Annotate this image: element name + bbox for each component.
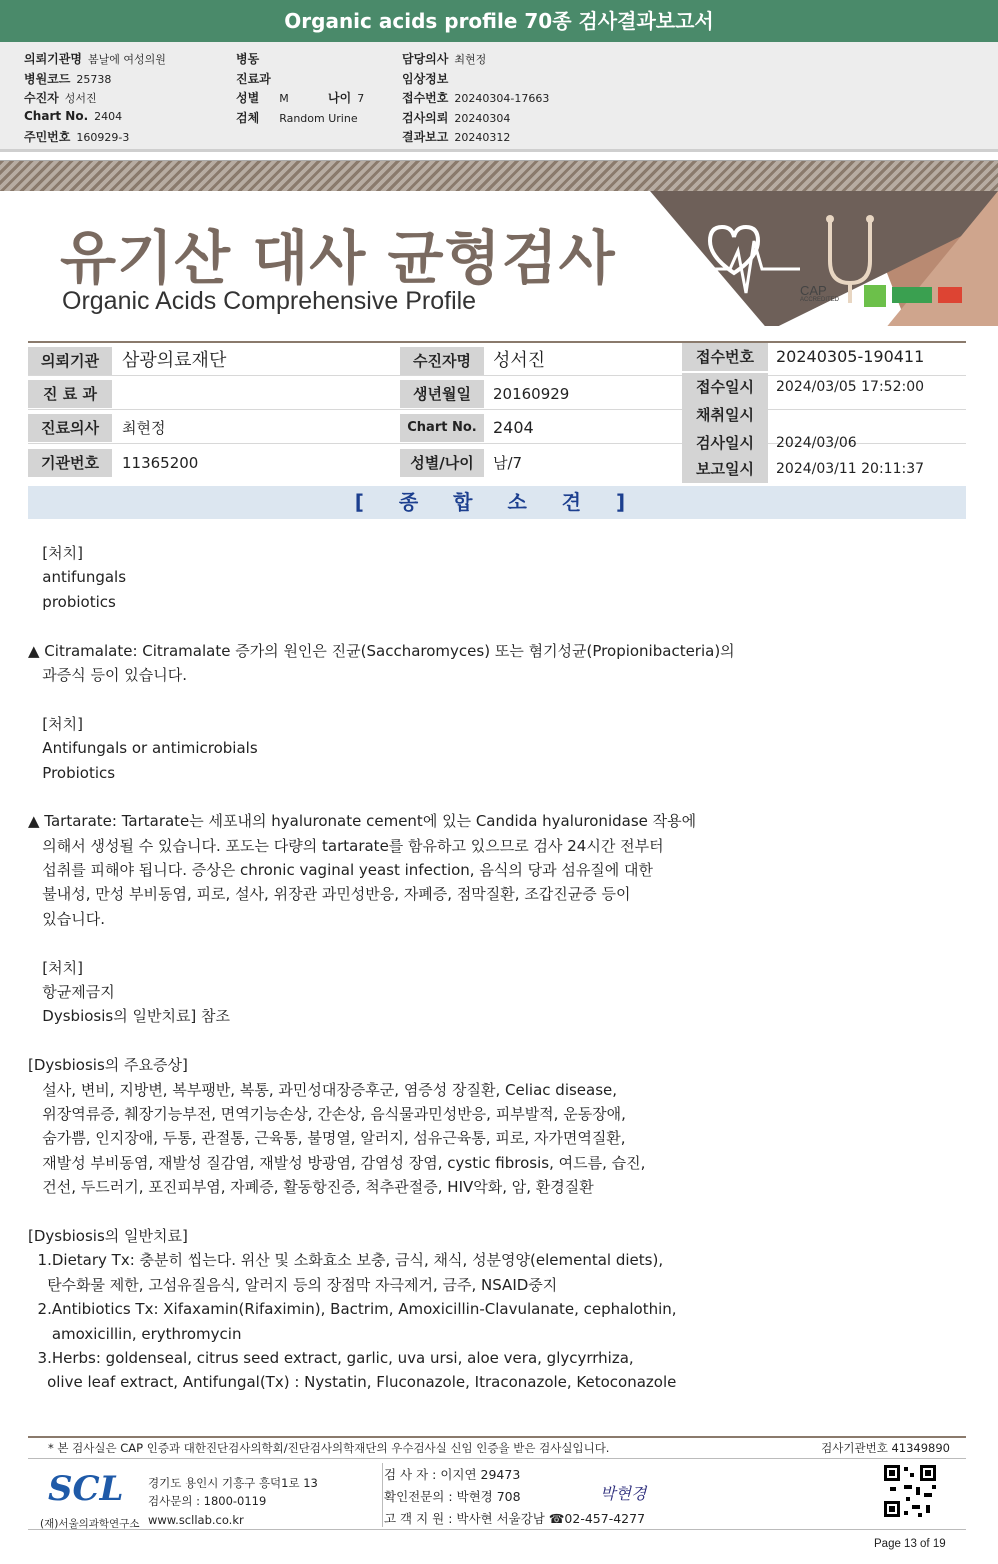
content-line: [처치] [28, 544, 83, 562]
content-line: Probiotics [28, 763, 116, 782]
doctor-value: 최현정 [122, 419, 166, 437]
blank-line [28, 1029, 968, 1053]
content-line: Antifungals or antimicrobials [28, 739, 258, 758]
outer-report-date: 결과보고 20240312 [402, 130, 511, 144]
org-inquiry: 검사문의 : 1800-0119 [148, 1494, 267, 1508]
content-line: 있습니다. [28, 909, 106, 928]
testdate-label: 검사일시 [682, 429, 768, 457]
inst-value: 삼광의료재단 [122, 350, 227, 371]
content-line: ▲ Tartarate: Tartarate는 세포내의 hyaluronate cement에 있는 Candida hyaluronidase 작용에 [28, 812, 697, 831]
outer-ward: 병동 [236, 52, 260, 66]
report-footer [28, 1436, 966, 1561]
outer-row-1: 의뢰기관명 봄날에 여성의원 [24, 52, 166, 66]
content-line: [처치] [28, 958, 83, 977]
content-line: 2.Antibiotics Tx: Xifaxamin(Rifaximin), Bactrim, Amoxicillin-Clavulanate, cephalothin, [28, 1300, 677, 1319]
page-title-korean: 유기산 대사 균형검사 [60, 224, 616, 292]
outer-clinical: 임상정보 [402, 72, 449, 86]
content-line: 섭취를 피해야 됩니다. 증상은 chronic vaginal yeast infection, 음식의 당과 섬유질에 대한 [28, 861, 654, 880]
tester: 검 사 자 : 이지연 29473 [384, 1467, 521, 1482]
blank-line [28, 931, 968, 955]
content-line: 재발성 부비동염, 재발성 질감염, 재발성 방광염, 감염성 장염, cystic fibrosis, 여드름, 습진, [28, 1153, 646, 1172]
kola-logo [892, 287, 932, 303]
sex-value: 남/7 [493, 454, 523, 472]
page-title-english: Organic Acids Comprehensive Profile [62, 287, 477, 315]
name-label: 수진자명 [400, 347, 484, 375]
page-number: Page 13 of 19 [874, 1538, 946, 1550]
code-label: 기관번호 [28, 449, 112, 477]
content-line: [Dysbiosis의 일반치료] [28, 1226, 188, 1245]
content-line: 의해서 생성될 수 있습니다. 포도는 다량의 tartarate를 함유하고 있으므로 검사 24시간 전부터 [28, 836, 664, 855]
accreditation-note: * 본 검사실은 CAP 인증과 대한진단검사의학회/진단검사의학재단의 우수검사실 신임 인증을 받은 검사실입니다. [48, 1441, 610, 1455]
content-line: 불내성, 만성 부비동염, 피로, 설사, 위장관 과민성반응, 자폐증, 점막질환, 조갑진균증 등이 [28, 885, 631, 904]
content-line: [처치] [28, 714, 83, 733]
outer-receipt-no: 접수번호 20240304-17663 [402, 91, 550, 105]
dept-label: 진 료 과 [28, 380, 112, 408]
chart-value: 2404 [493, 418, 534, 437]
content-line: 건선, 두드러기, 포진피부염, 자폐증, 활동항진증, 척추관절증, HIV악화, 암, 환경질환 [28, 1178, 594, 1197]
outer-dept: 진료과 [236, 72, 271, 86]
report-date-label: 보고일시 [682, 455, 768, 483]
blank-line [28, 785, 968, 809]
outer-info-panel [0, 42, 998, 152]
content-line: antifungals [28, 568, 127, 587]
blank-line [28, 614, 968, 638]
outer-age: 나이 7 [328, 91, 365, 105]
content-line: 숨가쁨, 인지장애, 두통, 관절통, 근육통, 불명열, 알러지, 섬유근육통, 피로, 자가면역질환, [28, 1129, 626, 1148]
footer-info [28, 1458, 966, 1530]
birth-value: 20160929 [493, 385, 570, 403]
testdate-value: 2024/03/06 [776, 435, 857, 451]
content-line: 3.Herbs: goldenseal, citrus seed extract, garlic, uva ursi, aloe vera, glycyrrhiza, [28, 1348, 634, 1367]
org-address: 경기도 용인시 기흥구 흥덕1로 13 [148, 1476, 318, 1490]
row-divider [28, 409, 966, 410]
recdate-value: 2024/03/05 17:52:00 [776, 379, 925, 395]
content-line: amoxicillin, erythromycin [28, 1324, 242, 1343]
blank-line [28, 1200, 968, 1224]
content-line: Dysbiosis의 일반치료] 참조 [28, 1007, 231, 1026]
code-value: 11365200 [122, 454, 199, 472]
org-website: www.scllab.co.kr [148, 1513, 244, 1527]
collect-label: 채취일시 [682, 401, 768, 429]
doctor-signature: 박현경 [600, 1484, 647, 1503]
summary-heading: [ 종 합 소 견 ] [28, 486, 966, 519]
header-stripe [0, 161, 998, 191]
report-date-value: 2024/03/11 20:11:37 [776, 461, 925, 477]
content-line: 탄수화물 제한, 고섬유질음식, 알러지 등의 장점막 자극제거, 금주, NSAID중지 [28, 1275, 558, 1294]
summary-content [28, 541, 968, 1395]
report-title-bar: Organic acids profile 70종 검사결과보고서 [0, 0, 998, 42]
outer-specimen: 검체 Random Urine [236, 111, 358, 125]
sex-label: 성별/나이 [400, 449, 484, 477]
report-page [0, 160, 998, 1564]
anab-logo [938, 287, 962, 303]
content-line: olive leaf extract, Antifungal(Tx) : Nystatin, Fluconazole, Itraconazole, Ketoconazole [28, 1373, 677, 1392]
outer-doctor: 담당의사 최현정 [402, 52, 487, 66]
inst-label: 의뢰기관 [28, 347, 112, 375]
blank-line [28, 687, 968, 711]
outer-row-2: 병원코드 25738 [24, 72, 112, 86]
outer-request-date: 검사의뢰 20240304 [402, 111, 511, 125]
content-line: ▲ Citramalate: Citramalate 증가의 원인은 진균(Saccharomyces) 또는 혐기성균(Propionibacteria)의 [28, 641, 735, 660]
patient-info-table [28, 341, 966, 481]
confirm-doctor: 확인전문의 : 박현경 708 [384, 1489, 521, 1504]
content-line: [Dysbiosis의 주요증상] [28, 1056, 188, 1075]
recdate-label: 접수일시 [682, 373, 768, 401]
content-line: 1.Dietary Tx: 충분히 씹는다. 위산 및 소화효소 보충, 금식, 채식, 성분영양(elemental diets), [28, 1251, 664, 1270]
footer-note [28, 1436, 966, 1456]
content-line: 항균제금지 [28, 983, 115, 1002]
footer-divider [382, 1463, 383, 1527]
scl-logo: SCL [48, 1469, 124, 1509]
org-name: (재)서울의과학연구소 [40, 1518, 140, 1530]
lm-logo [864, 285, 886, 307]
customer-support: 고 객 지 원 : 박사현 서울강남 ☎02-457-4277 [384, 1511, 646, 1526]
outer-row-3: 수진자 성서진 [24, 91, 97, 105]
content-line: 설사, 변비, 지방변, 복부팽반, 복통, 과민성대장증후군, 염증성 장질환, Celiac disease, [28, 1080, 618, 1099]
outer-row-4: Chart No. 2404 [24, 109, 123, 123]
cap-logo: CAP [800, 283, 827, 298]
heart-stethoscope-icon [690, 201, 890, 321]
lab-number: 검사기관번호 41349890 [821, 1441, 950, 1455]
qr-code-icon [882, 1463, 938, 1519]
outer-sex: 성별 M [236, 91, 289, 105]
birth-label: 생년월일 [400, 380, 484, 408]
cap-accredited-text: ACCREDITED [800, 297, 840, 303]
recno-label: 접수번호 [682, 343, 768, 371]
name-value: 성서진 [493, 350, 546, 371]
recno-value: 20240305-190411 [776, 347, 925, 366]
content-line: 과증식 등이 있습니다. [28, 665, 188, 684]
doctor-label: 진료의사 [28, 414, 112, 442]
outer-row-5: 주민번호 160929-3 [24, 130, 130, 144]
content-line: 위장역류증, 췌장기능부전, 면역기능손상, 간손상, 음식물과민성반응, 피부발적, 운동장애, [28, 1104, 626, 1123]
chart-label: Chart No. [400, 414, 484, 442]
content-line: probiotics [28, 592, 116, 611]
